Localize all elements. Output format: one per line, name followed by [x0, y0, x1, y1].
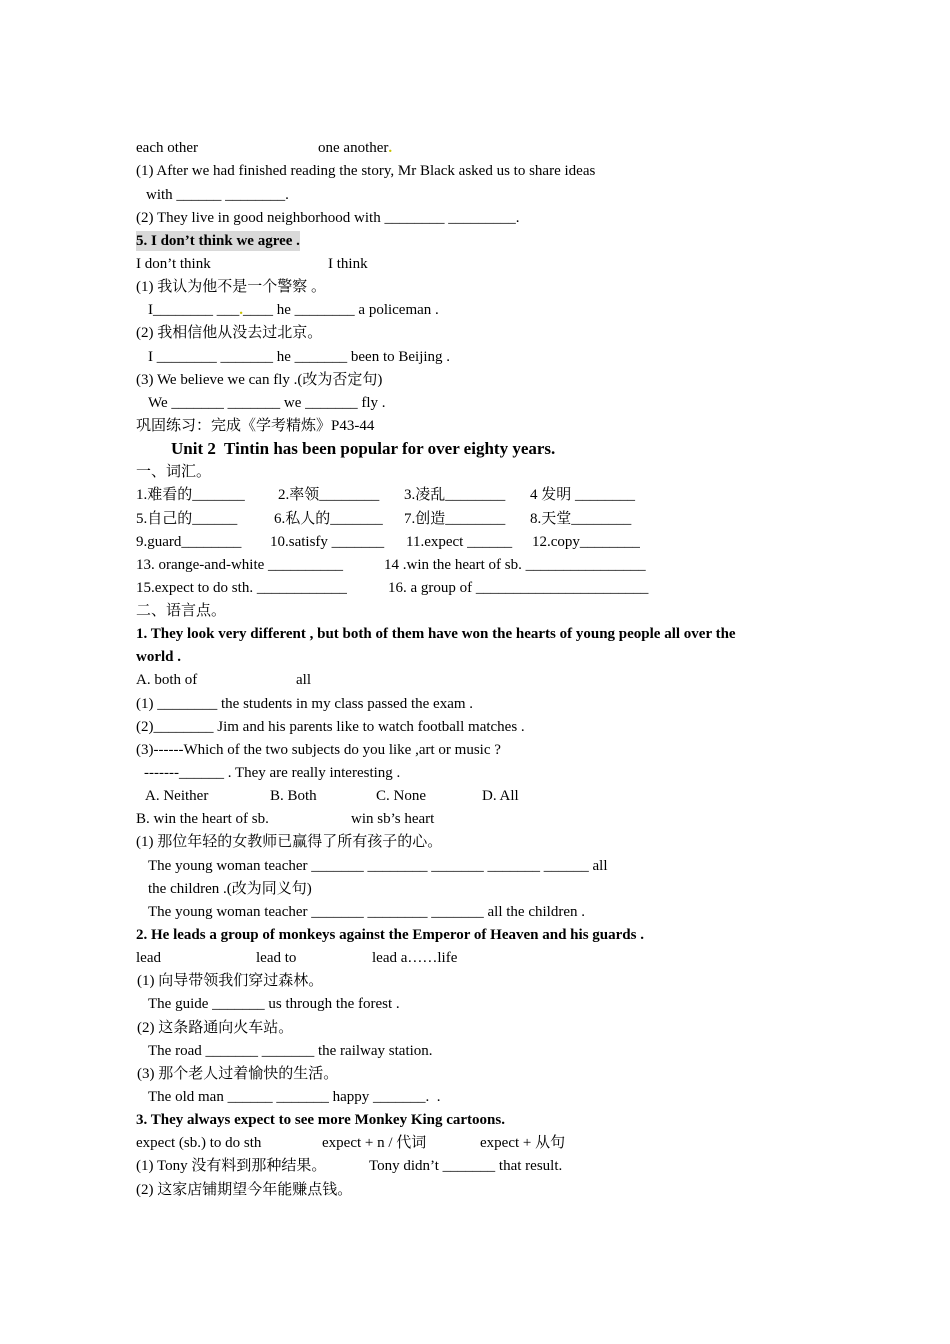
vocab-item: 2.率领________: [278, 487, 380, 503]
vocab-item: 12.copy________: [532, 534, 640, 550]
exercise-line: -------______ . They are really interesting .: [144, 765, 401, 781]
exercise-line: (1) ________ the students in my class passed the exam .: [136, 696, 474, 712]
phrase: lead a……life: [372, 950, 458, 966]
exercise-line: We _______ _______ we _______ fly .: [148, 395, 386, 411]
exercise-line: with ______ ________.: [146, 187, 289, 203]
exercise-line: (2) 这条路通向火车站。: [137, 1020, 294, 1036]
practice-note: 巩固练习：完成《学考精炼》P43-44: [136, 418, 375, 434]
choice-option: C. None: [376, 788, 426, 804]
key-sentence: 1. They look very different , but both of them have won the hearts of young people all over the: [136, 626, 736, 642]
exercise-line: The young woman teacher _______ ________ _______ _______ ______ all: [148, 858, 608, 874]
unit-title: Unit 2 Tintin has been popular for over eighty years.: [171, 439, 556, 458]
vocab-item: 3.凌乱________: [404, 487, 506, 503]
vocab-item: 13. orange-and-white __________: [136, 557, 344, 573]
phrase-b: I think: [328, 256, 368, 272]
vocab-item: 14 .win the heart of sb. ________________: [384, 557, 646, 573]
phrase-a: I don’t think: [136, 256, 211, 272]
exercise-line: (1) After we had finished reading the story, Mr Black asked us to share ideas: [136, 163, 596, 179]
exercise-line: (2) 我相信他从没去过北京。: [136, 325, 323, 341]
section-heading: 二、语言点。: [136, 603, 227, 619]
phrase-b: all: [296, 672, 311, 688]
exercise-line: the children .(改为同义句): [148, 881, 312, 897]
phrase: lead to: [256, 950, 297, 966]
exercise-line: (2) 这家店铺期望今年能赚点钱。: [136, 1182, 353, 1198]
phrase-a: A. both of: [136, 672, 198, 688]
exercise-line: (1) 我认为他不是一个警察 。: [136, 279, 326, 295]
phrase: lead: [136, 950, 161, 966]
exercise-line: The road _______ _______ the railway station.: [148, 1043, 433, 1059]
vocab-item: 9.guard________: [136, 534, 242, 550]
vocab-item: 5.自己的______: [136, 511, 238, 527]
section-heading: 一、词汇。: [136, 464, 212, 480]
key-sentence: 2. He leads a group of monkeys against the Emperor of Heaven and his guards .: [136, 927, 644, 943]
vocab-item: 1.难看的_______: [136, 487, 245, 503]
line-one-another: one another.: [318, 140, 393, 156]
vocab-item: 8.天堂________: [530, 511, 632, 527]
vocab-item: 6.私人的_______: [274, 511, 383, 527]
exercise-line: (2) They live in good neighborhood with ________ _________.: [136, 210, 520, 226]
exercise-line: (1) 向导带领我们穿过森林。: [137, 973, 324, 989]
vocab-item: 10.satisfy _______: [270, 534, 385, 550]
choice-option: D. All: [482, 788, 519, 804]
phrase-b: win sb’s heart: [351, 811, 435, 827]
exercise-line: The young woman teacher _______ ________ _______ all the children .: [148, 904, 585, 920]
exercise-line: Tony didn’t _______ that result.: [369, 1158, 563, 1174]
exercise-line: (3)------Which of the two subjects do you like ,art or music ?: [136, 742, 501, 758]
vocab-item: 7.创造________: [404, 511, 506, 527]
choice-option: B. Both: [270, 788, 317, 804]
exercise-line: (1) Tony 没有料到那种结果。: [136, 1158, 327, 1174]
key-sentence: 3. They always expect to see more Monkey King cartoons.: [136, 1112, 505, 1128]
exercise-line: The old man ______ _______ happy _______. .: [148, 1089, 441, 1105]
exercise-line: The guide _______ us through the forest .: [148, 996, 400, 1012]
section-heading: 5. I don’t think we agree .: [136, 233, 300, 249]
vocab-item: 4 发明 ________: [530, 487, 636, 503]
phrase: expect (sb.) to do sth: [136, 1135, 262, 1151]
phrase-a: B. win the heart of sb.: [136, 811, 269, 827]
key-sentence: world .: [136, 649, 181, 665]
vocab-item: 15.expect to do sth. ____________: [136, 580, 347, 596]
exercise-line: (3) We believe we can fly .(改为否定句): [136, 372, 383, 388]
line-each-other: each other: [136, 140, 199, 156]
vocab-item: 16. a group of _______________________: [388, 580, 649, 596]
phrase: expect + n / 代词: [322, 1135, 427, 1151]
exercise-line: I________ ___.____ he ________ a policeman .: [148, 302, 439, 318]
exercise-line: (3) 那个老人过着愉快的生活。: [137, 1066, 339, 1082]
exercise-line: (2)________ Jim and his parents like to watch football matches .: [136, 719, 525, 735]
phrase: expect + 从句: [480, 1135, 566, 1151]
vocab-item: 11.expect ______: [406, 534, 513, 550]
exercise-line: (1) 那位年轻的女教师已赢得了所有孩子的心。: [136, 834, 443, 850]
choice-option: A. Neither: [145, 788, 209, 804]
exercise-line: I ________ _______ he _______ been to Beijing .: [148, 349, 451, 365]
